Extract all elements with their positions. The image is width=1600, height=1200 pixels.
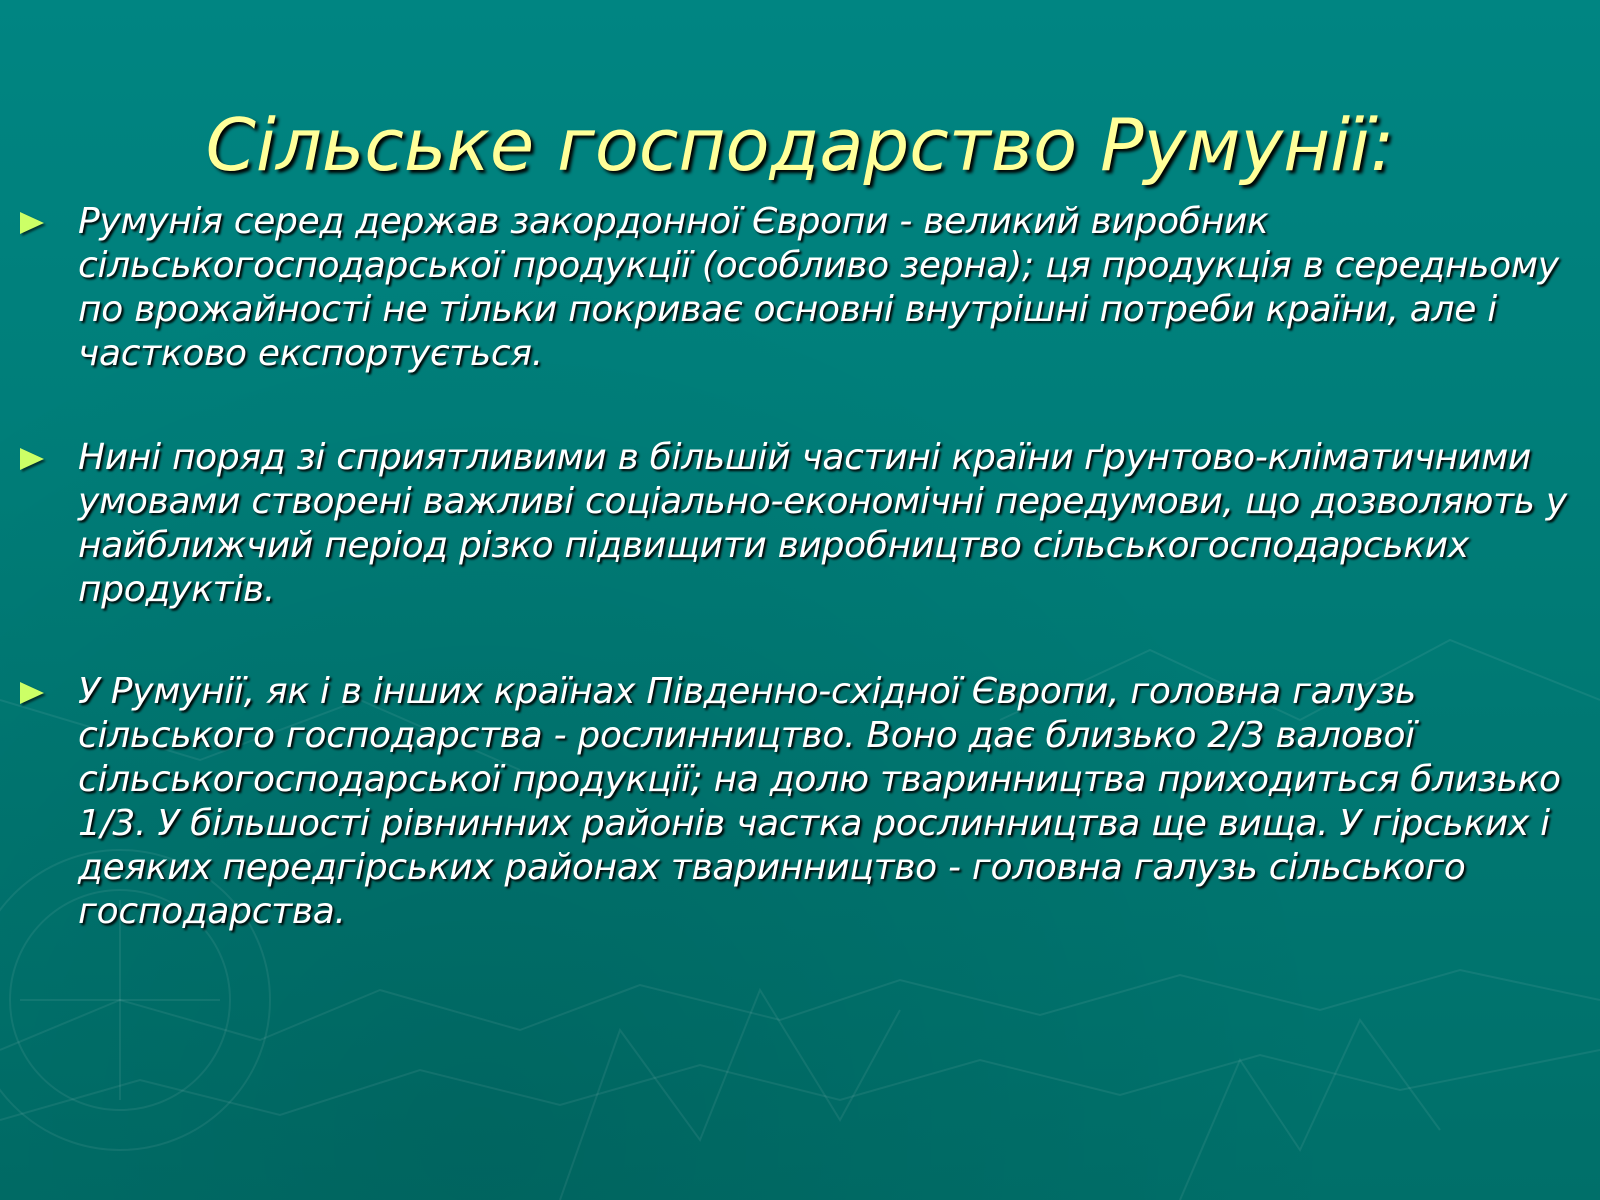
bullet-text: Румунія серед держав закордонної Європи - великий виробник сільськогосподарської продукції (особливо зерна); ця продукція в середньому по врожайності не тільки покриває основні внутрішні потреби країни, але і частково експортується. — [78, 201, 1559, 374]
bullet-text: Нині поряд зі сприятливими в більшій частині країни ґрунтово-кліматичними умовами створені важливі соціально-економічні передумови, що дозволяють у найближчий період різко підвищити виробництво сільськогосподарських продуктів. — [78, 437, 1567, 610]
bullet-text: У Румунії, як і в інших країнах Південно-східної Європи, головна галузь сільського господарства - рослинництво. Воно дає близько 2/3 валової сільськогосподарської продукції; на долю тваринництва приходиться близько 1/3. У більшості рівнинних районів частка рослинництва ще вища. У гірських і деяких передгірських районах тваринництво - головна галузь сільського господарства. — [78, 671, 1561, 932]
slide-title: Сільське господарство Румунії: — [205, 103, 1395, 187]
triangle-right-icon — [20, 682, 44, 704]
triangle-right-icon — [20, 448, 44, 470]
triangle-right-icon — [20, 212, 44, 234]
